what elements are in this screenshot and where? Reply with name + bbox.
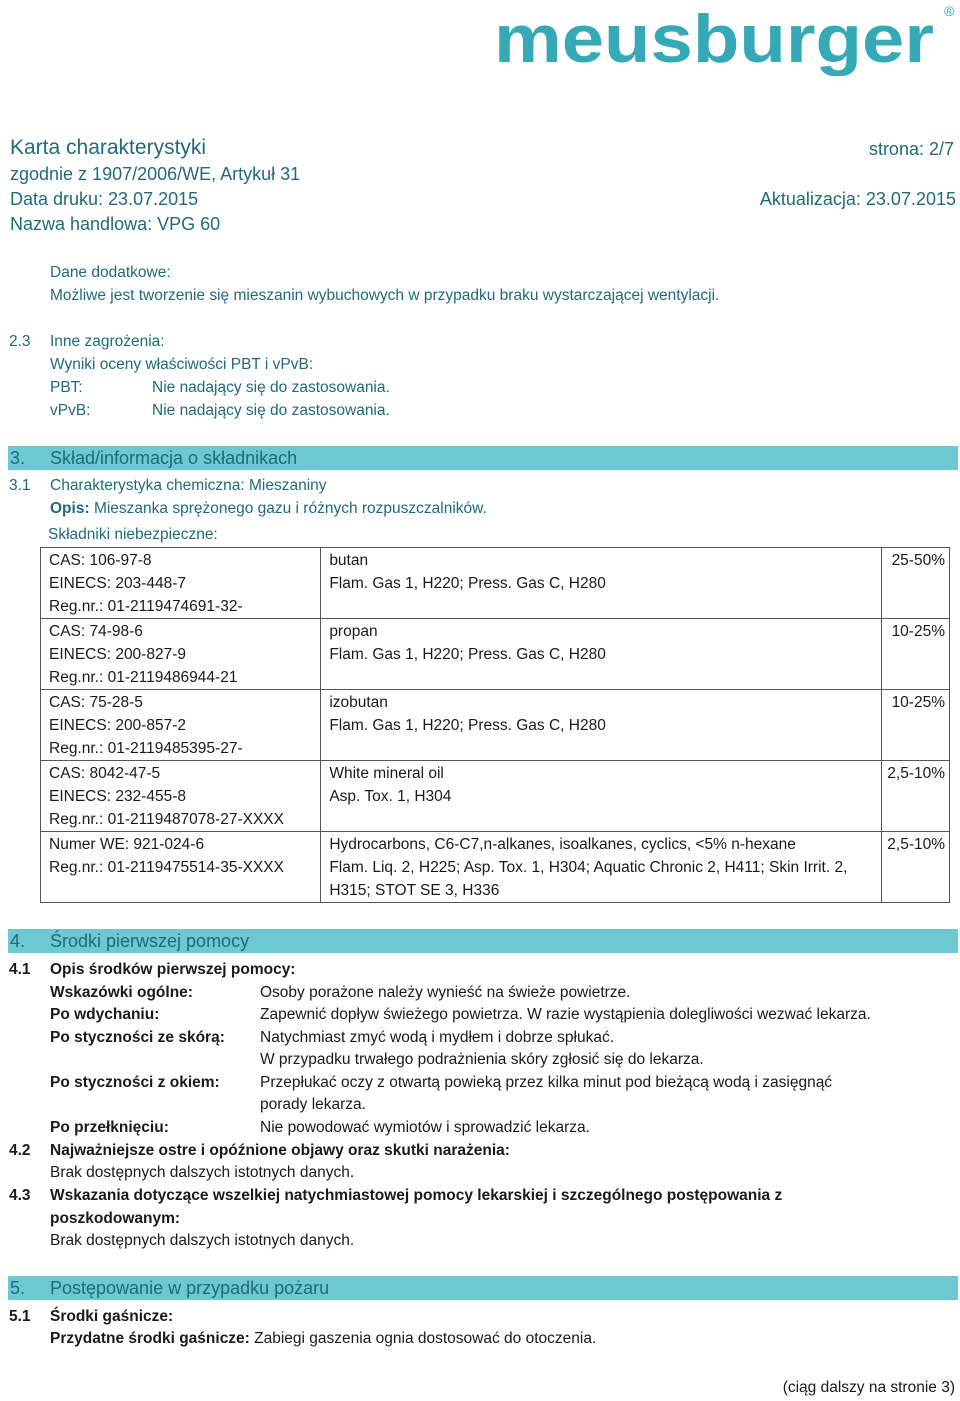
- table-row: [41, 761, 950, 832]
- einecs-number: EINECS: 232-455-8: [49, 788, 186, 805]
- components-table: [40, 547, 950, 903]
- regulation: zgodnie z 1907/2006/WE, Artykuł 31: [10, 164, 301, 184]
- pbt-label: PBT:: [50, 379, 83, 396]
- component-name: White mineral oil: [329, 765, 444, 782]
- concentration: 10-25%: [881, 690, 949, 761]
- inhalation-label: Po wdychaniu:: [50, 1006, 160, 1023]
- skin-label: Po styczności ze skórą:: [50, 1029, 225, 1046]
- einecs-number: EINECS: 203-448-7: [49, 575, 186, 592]
- concentration: 2,5-10%: [881, 832, 949, 903]
- additional-text: Możliwe jest tworzenie się mieszanin wybuchowych w przypadku braku wystarczającej wentylacji.: [50, 287, 720, 304]
- section-2-3-number: 2.3: [9, 333, 31, 350]
- hazard-class: Flam. Liq. 2, H225; Asp. Tox. 1, H304; Aquatic Chronic 2, H411; Skin Irrit. 2, H315; STOT SE 3, H336: [329, 859, 848, 899]
- hazard-class: Flam. Gas 1, H220; Press. Gas C, H280: [329, 646, 606, 663]
- cas-number: CAS: 8042-47-5: [49, 765, 161, 782]
- table-row: [41, 548, 950, 619]
- section-5-title: Postępowanie w przypadku pożaru: [50, 1278, 330, 1298]
- general-text: Osoby porażone należy wynieść na świeże powietrze.: [260, 984, 631, 1001]
- section-4-title: Środki pierwszej pomocy: [50, 931, 250, 951]
- section-4-1-number: 4.1: [9, 961, 31, 978]
- meusburger-logo: [492, 0, 960, 76]
- swallow-text: Nie powodować wymiotów i sprowadzić lekarza.: [260, 1119, 590, 1136]
- section-4-number: 4.: [10, 931, 26, 951]
- component-name: izobutan: [329, 694, 388, 711]
- section-4-header: [8, 929, 958, 953]
- einecs-number: EINECS: 200-857-2: [49, 717, 186, 734]
- table-row: [41, 690, 950, 761]
- section-4-3-title-line-1: Wskazania dotyczące wszelkiej natychmiastowej pomocy lekarskiej i szczególnego postępowania z: [50, 1187, 783, 1204]
- concentration: 2,5-10%: [881, 761, 949, 832]
- continued-note: (ciąg dalszy na stronie 3): [782, 1379, 955, 1396]
- reg-number: Reg.nr.: 01-2119475514-35-XXXX: [49, 859, 284, 876]
- reg-number: Reg.nr.: 01-2119485395-27-: [49, 740, 243, 757]
- section-4-2-number: 4.2: [9, 1142, 31, 1159]
- component-name: butan: [329, 552, 369, 569]
- reg-number: Reg.nr.: 01-2119486944-21: [49, 669, 238, 686]
- concentration: 25-50%: [881, 548, 949, 619]
- section-5-number: 5.: [10, 1278, 26, 1298]
- print-date: Data druku: 23.07.2015: [10, 189, 199, 209]
- section-3-title: Skład/informacja o składnikach: [50, 448, 298, 468]
- eye-text-1: Przepłukać oczy z otwartą powieką przez kilka minut pod bieżącą wodą i zasięgnąć: [260, 1074, 833, 1091]
- update-date: Aktualizacja: 23.07.2015: [759, 189, 956, 209]
- section-5-1-title: Środki gaśnicze:: [50, 1308, 174, 1325]
- eye-label: Po styczności z okiem:: [50, 1074, 220, 1091]
- components-title: Składniki niebezpieczne:: [48, 526, 218, 543]
- section-4-2-text: Brak dostępnych dalszych istotnych danych.: [50, 1164, 355, 1181]
- extinguishing-label: Przydatne środki gaśnicze:: [50, 1330, 250, 1347]
- ec-number: Numer WE: 921-024-6: [49, 836, 205, 853]
- page-number: strona: 2/7: [868, 139, 954, 159]
- vpvb-value: Nie nadający się do zastosowania.: [152, 402, 390, 419]
- pbt-value: Nie nadający się do zastosowania.: [152, 379, 390, 396]
- section-4-3-number: 4.3: [9, 1187, 31, 1204]
- cas-number: CAS: 75-28-5: [49, 694, 143, 711]
- section-4-1-title: Opis środków pierwszej pomocy:: [50, 961, 296, 978]
- document-title: Karta charakterystyki: [10, 136, 207, 159]
- cas-number: CAS: 106-97-8: [49, 552, 152, 569]
- reg-number: Reg.nr.: 01-2119487078-27-XXXX: [49, 811, 284, 828]
- section-3-1-number: 3.1: [9, 477, 31, 494]
- inhalation-text: Zapewnić dopływ świeżego powietrza. W razie wystąpienia dolegliwości wezwać lekarza.: [260, 1006, 871, 1023]
- cas-number: CAS: 74-98-6: [49, 623, 143, 640]
- additional-label: Dane dodatkowe:: [50, 264, 171, 281]
- swallow-label: Po przełknięciu:: [50, 1119, 169, 1136]
- skin-text-1: Natychmiast zmyć wodą i mydłem i dobrze spłukać.: [260, 1029, 615, 1046]
- vpvb-label: vPvB:: [50, 402, 91, 419]
- description-label: Opis:: [50, 500, 90, 517]
- section-4-3-title-line-2: poszkodowanym:: [50, 1210, 181, 1227]
- concentration: 10-25%: [881, 619, 949, 690]
- hazard-class: Flam. Gas 1, H220; Press. Gas C, H280: [329, 575, 606, 592]
- trade-name: Nazwa handlowa: VPG 60: [10, 214, 221, 234]
- component-name: propan: [329, 623, 378, 640]
- skin-text-2: W przypadku trwałego podrażnienia skóry zgłosić się do lekarza.: [260, 1051, 704, 1068]
- section-3-number: 3.: [10, 448, 26, 468]
- section-5-header: [8, 1276, 958, 1300]
- component-name: Hydrocarbons, C6-C7,n-alkanes, isoalkanes, cyclics, <5% n-hexane: [329, 836, 796, 853]
- table-row: [41, 619, 950, 690]
- section-3-1-title: Charakterystyka chemiczna: Mieszaniny: [50, 477, 327, 494]
- section-4-3-text: Brak dostępnych dalszych istotnych danych.: [50, 1232, 355, 1249]
- section-4-2-title: Najważniejsze ostre i opóźnione objawy oraz skutki narażenia:: [50, 1142, 510, 1159]
- section-2-3-title: Inne zagrożenia:: [50, 333, 165, 350]
- pbt-subtitle: Wyniki oceny właściwości PBT i vPvB:: [50, 356, 314, 373]
- hazard-class: Flam. Gas 1, H220; Press. Gas C, H280: [329, 717, 606, 734]
- registered-mark: ®: [944, 3, 955, 19]
- general-label: Wskazówki ogólne:: [50, 984, 193, 1001]
- description-text: Mieszanka sprężonego gazu i różnych rozpuszczalników.: [93, 500, 487, 517]
- logo-text: meusburger: [494, 1, 934, 76]
- eye-text-2: porady lekarza.: [260, 1096, 366, 1113]
- section-5-1-number: 5.1: [9, 1308, 31, 1325]
- hazard-class: Asp. Tox. 1, H304: [329, 788, 452, 805]
- reg-number: Reg.nr.: 01-2119474691-32-: [49, 598, 243, 615]
- einecs-number: EINECS: 200-827-9: [49, 646, 186, 663]
- extinguishing-text: Zabiegi gaszenia ognia dostosować do otoczenia.: [254, 1330, 597, 1347]
- table-row: [41, 832, 950, 903]
- section-3-header: [8, 446, 958, 470]
